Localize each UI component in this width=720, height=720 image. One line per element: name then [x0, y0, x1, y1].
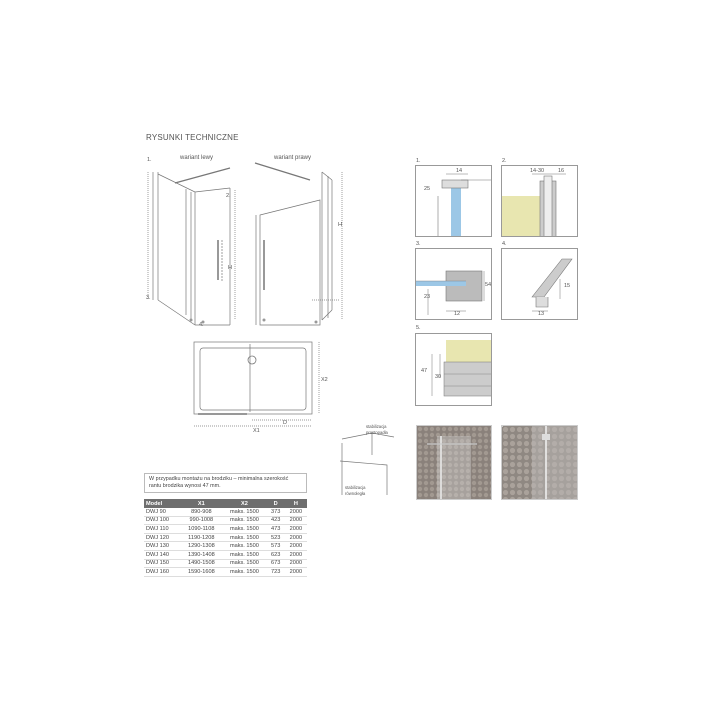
cell-d: 573 — [267, 542, 285, 551]
detail-5-dim-a: 47 — [421, 368, 428, 374]
label-1-left: 1. — [147, 157, 152, 163]
label-d: D — [283, 420, 287, 426]
cell-x1: 1290-1308 — [181, 542, 223, 551]
header-d: D — [267, 499, 285, 508]
cell-h: 2000 — [285, 525, 307, 534]
label-3-left: 3. — [146, 295, 151, 301]
detail-3-dim-a: 54 — [485, 282, 492, 288]
cell-x1: 1190-1208 — [181, 533, 223, 542]
variant-right-label: wariant prawy — [274, 155, 312, 161]
right-variant-drawing — [250, 160, 355, 330]
cell-x2: maks. 1500 — [222, 525, 267, 534]
cell-d: 723 — [267, 568, 285, 577]
header-x2: X2 — [222, 499, 267, 508]
top-view-drawing — [192, 338, 332, 434]
header-h: H — [285, 499, 307, 508]
photo-bracket-wall — [416, 425, 492, 500]
detail-4-dim-b: 13 — [538, 311, 545, 317]
cell-h: 2000 — [285, 533, 307, 542]
table-row — [144, 533, 307, 542]
detail-1-dim-a: 14 — [456, 168, 463, 174]
photo-mounting-detail — [501, 425, 578, 500]
cell-x2: maks. 1500 — [222, 550, 267, 559]
detail-1-dim-b: 25 — [424, 186, 431, 192]
variant-left-label: wariant lewy — [180, 155, 214, 161]
cell-x2: maks. 1500 — [222, 508, 267, 516]
table-row — [144, 542, 307, 551]
detail-1-number: 1. — [416, 158, 421, 164]
cell-d: 473 — [267, 525, 285, 534]
cell-h: 2000 — [285, 508, 307, 516]
table-row — [144, 568, 307, 577]
table-row — [144, 550, 307, 559]
cell-x1: 990-1008 — [181, 516, 223, 525]
detail-2-dim-a: 14-30 — [530, 168, 545, 174]
left-variant-drawing — [145, 160, 245, 330]
cell-h: 2000 — [285, 568, 307, 577]
detail-5-number: 5. — [416, 325, 421, 331]
mounting-note: W przypadku montażu na brodziku – minimalna szerokość rantu brodzika wynosi 47 mm. — [144, 473, 307, 493]
bracket-label-bottom: stabilizacja równoległa — [345, 485, 366, 496]
label-h-right: H — [338, 222, 342, 228]
cell-d: 373 — [267, 508, 285, 516]
detail-2-dim-b: 16 — [558, 168, 565, 174]
cell-x2: maks. 1500 — [222, 542, 267, 551]
table-row — [144, 508, 307, 516]
detail-4-number: 4. — [502, 241, 507, 247]
cell-x1: 1590-1608 — [181, 568, 223, 577]
header-model: Model — [144, 499, 181, 508]
detail-4-dim-a: 15 — [564, 283, 571, 289]
cell-model: DWJ 110 — [144, 525, 181, 534]
cell-d: 673 — [267, 559, 285, 568]
detail-2-drawing — [501, 165, 578, 237]
cell-d: 423 — [267, 516, 285, 525]
cell-x2: maks. 1500 — [222, 568, 267, 577]
table-row — [144, 516, 307, 525]
detail-2-number: 2. — [502, 158, 507, 164]
detail-3-number: 3. — [416, 241, 421, 247]
cell-h: 2000 — [285, 542, 307, 551]
cell-x1: 1390-1408 — [181, 550, 223, 559]
spec-table — [144, 499, 307, 577]
cell-h: 2000 — [285, 516, 307, 525]
label-4-left: 4. — [199, 322, 204, 328]
cell-model: DWJ 140 — [144, 550, 181, 559]
label-2-left: 2. — [226, 193, 231, 199]
table-row — [144, 525, 307, 534]
cell-x1: 1090-1108 — [181, 525, 223, 534]
cell-d: 623 — [267, 550, 285, 559]
spacer-250 — [501, 425, 503, 427]
detail-3-dim-b: 23 — [424, 294, 431, 300]
cell-x1: 1490-1508 — [181, 559, 223, 568]
bracket-label-top: stabilizacja prostopadła — [366, 424, 388, 435]
cell-h: 2000 — [285, 559, 307, 568]
table-row — [144, 559, 307, 568]
cell-x2: maks. 1500 — [222, 516, 267, 525]
detail-5-dim-b: 30 — [435, 374, 442, 380]
label-x2: X2 — [321, 377, 328, 383]
cell-h: 2000 — [285, 550, 307, 559]
spec-table-header — [144, 499, 307, 508]
cell-model: DWJ 100 — [144, 516, 181, 525]
detail-4-drawing — [501, 248, 578, 320]
detail-5-drawing — [415, 333, 492, 406]
cell-x2: maks. 1500 — [222, 559, 267, 568]
cell-d: 523 — [267, 533, 285, 542]
detail-3-drawing — [415, 248, 492, 320]
cell-model: DWJ 90 — [144, 508, 181, 516]
detail-3-dim-c: 12 — [454, 311, 461, 317]
cell-x1: 890-908 — [181, 508, 223, 516]
cell-model: DWJ 150 — [144, 559, 181, 568]
label-x1: X1 — [253, 428, 260, 434]
header-x1: X1 — [181, 499, 223, 508]
label-h-left: H — [228, 265, 232, 271]
cell-model: DWJ 120 — [144, 533, 181, 542]
section-title: RYSUNKI TECHNICZNE — [146, 133, 239, 142]
cell-model: DWJ 130 — [144, 542, 181, 551]
cell-x2: maks. 1500 — [222, 533, 267, 542]
cell-model: DWJ 160 — [144, 568, 181, 577]
detail-1-drawing — [415, 165, 492, 237]
